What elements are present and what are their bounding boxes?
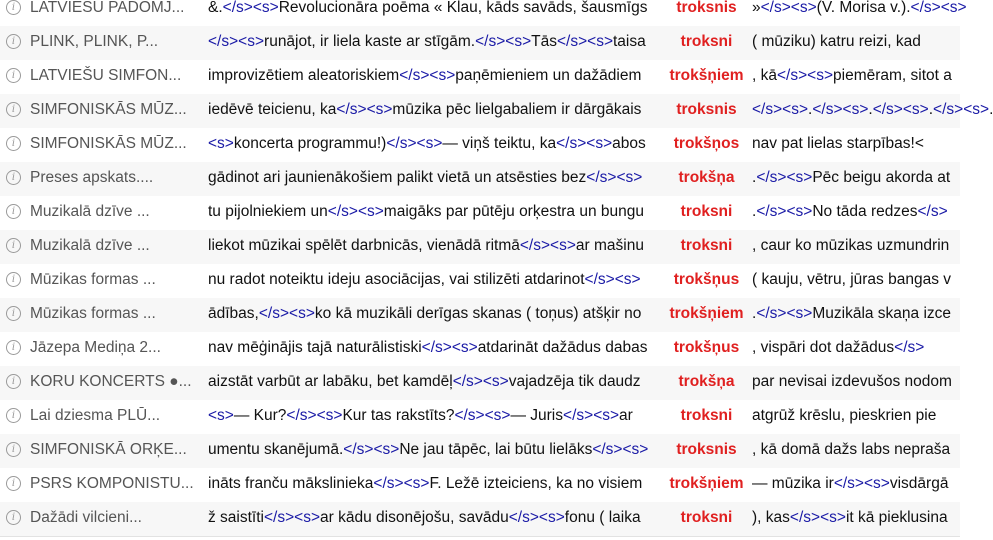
sentence-tag: <s> [786, 203, 813, 220]
sentence-tag: <s> [614, 271, 641, 288]
source-title[interactable]: Lai dziesma PLŪ... [30, 407, 161, 424]
sentence-tag: </s> [286, 407, 317, 424]
source-title[interactable]: Mūzikas formas ... [30, 305, 156, 322]
keyword-match[interactable]: troksnis [676, 0, 737, 16]
left-context-text: liekot mūzikai spēlēt darbnicās, vienādā ritmā</s><s>ar mašinu [208, 237, 644, 254]
left-context-text: aizstāt varbūt ar labāku, bet kamdēļ</s><s>vajadzēja tik daudz [208, 373, 641, 390]
left-context [208, 468, 663, 502]
sentence-tag: <s> [782, 101, 809, 118]
sentence-tag: <s> [451, 339, 478, 356]
right-context: atgrūž krēslu, pieskrien pie [752, 407, 937, 424]
sentence-tag: </s> [756, 169, 787, 186]
left-context [208, 128, 663, 162]
sentence-tag: <s> [902, 101, 929, 118]
info-icon[interactable]: i [6, 170, 21, 185]
source-title[interactable]: Mūzikas formas ... [30, 271, 156, 288]
right-context: .</s><s>No tāda redzes</s> [752, 203, 948, 220]
right-context: — mūzika ir</s><s>visdārgā [752, 475, 949, 492]
sentence-tag: <s> [505, 33, 532, 50]
sentence-tag: </s> [776, 67, 808, 84]
source-title[interactable]: SIMFONISKĀ ORĶE... [30, 441, 187, 458]
sentence-tag: <s> [252, 0, 279, 16]
sentence-tag: </s> [519, 237, 551, 254]
sentence-tag: <s> [864, 475, 890, 492]
left-context-text: </s><s>runājot, ir liela kaste ar stīgām.</s><s>Tās</s><s>taisa [208, 33, 646, 50]
right-context: </s><s>.</s><s>.</s><s>.</s><s>. [752, 101, 993, 118]
sentence-tag: <s> [786, 305, 813, 322]
sentence-tag: </s> [756, 203, 787, 220]
sentence-tag: </s> [327, 203, 358, 220]
keyword-match[interactable]: troksni [680, 33, 733, 50]
right-context: »</s><s>(V. Morisa v.).</s><s> [752, 0, 967, 16]
concordance-row [0, 332, 960, 367]
left-context [208, 264, 663, 298]
sentence-tag: <s> [842, 101, 869, 118]
sentence-tag: <s> [484, 407, 511, 424]
keyword-match[interactable]: troksni [680, 203, 733, 220]
source-title[interactable]: PSRS KOMPONISTU... [30, 475, 194, 492]
source-title[interactable]: Jāzepa Mediņa 2... [30, 339, 161, 356]
info-icon[interactable]: i [6, 136, 21, 151]
info-icon[interactable]: i [6, 204, 21, 219]
concordance-row [0, 468, 960, 503]
left-context-text: <s>koncerta programmu!)</s><s>— viņš teiktu, ka</s><s>abos [208, 135, 646, 152]
source-title[interactable]: KORU KONCERTS ●... [30, 373, 192, 390]
concordance-row [0, 94, 993, 129]
sentence-tag: </s> [208, 33, 239, 50]
left-context-text: umentu skanējumā.</s><s>Ne jau tāpēc, lai būtu lielāks</s><s> [208, 441, 649, 458]
right-context: .</s><s>Muzikāla skaņa izce [752, 305, 952, 322]
sentence-tag: </s> [917, 203, 948, 220]
left-context [208, 502, 663, 536]
keyword-match[interactable]: trokšņiem [669, 67, 744, 84]
sentence-tag: <s> [294, 509, 321, 526]
sentence-tag: <s> [482, 373, 509, 390]
concordance-row [0, 366, 960, 401]
info-icon[interactable]: i [6, 68, 21, 83]
keyword-match[interactable]: trokšņa [678, 373, 735, 390]
keyword-match[interactable]: trokšņus [673, 339, 740, 356]
sentence-tag: </s> [222, 0, 253, 16]
sentence-tag: </s> [258, 305, 290, 322]
sentence-tag: </s> [933, 101, 964, 118]
source-title[interactable]: Muzikalā dzīve ... [30, 203, 150, 220]
concordance-row [0, 60, 960, 95]
sentence-tag: </s> [789, 509, 821, 526]
sentence-tag: <s> [416, 135, 443, 152]
sentence-tag: </s> [563, 407, 594, 424]
info-icon[interactable]: i [6, 408, 21, 423]
concordance-row [0, 434, 960, 469]
concordance-row [0, 0, 967, 27]
sentence-tag: <s> [616, 169, 643, 186]
info-icon[interactable]: i [6, 102, 21, 117]
left-context [208, 94, 663, 128]
sentence-tag: </s> [373, 475, 404, 492]
right-context: , kā domā dažs labs nepraša [752, 441, 951, 458]
right-context: , caur ko mūzikas uzmundrin [752, 237, 950, 254]
sentence-tag: </s> [872, 101, 903, 118]
right-context: ( kauju, vētru, jūras bangas v [752, 271, 952, 288]
left-context-text: improvizētiem aleatoriskiem</s><s>paņēmieniem un dažādiem [208, 67, 642, 84]
left-context [208, 196, 663, 230]
sentence-tag: <s> [807, 67, 834, 84]
sentence-tag: </s> [556, 135, 587, 152]
info-icon[interactable]: i [6, 34, 21, 49]
left-context-text: tu pijolniekiem un</s><s>maigāks par pūtēju orķestra un bungu [208, 203, 645, 220]
info-icon[interactable]: i [6, 442, 21, 457]
left-context-text: nu radot noteiktu ideju asociācijas, vai stilizēti atdarinot</s><s> [208, 271, 641, 288]
concordance-row [0, 162, 960, 197]
sentence-tag: </s> [752, 101, 783, 118]
right-context: par nevisai izdevušos nodom [752, 373, 952, 390]
sentence-tag: </s> [760, 0, 791, 16]
sentence-tag: </s> [910, 0, 941, 16]
sentence-tag: </s> [584, 271, 615, 288]
right-context: .</s><s>Pēc beigu akorda at [752, 169, 951, 186]
keyword-match[interactable]: trokšņiem [669, 475, 744, 492]
sentence-tag: </s> [894, 339, 925, 356]
keyword-match[interactable]: trokšņiem [669, 305, 744, 322]
left-context-text: ināts franču mākslinieka</s><s>F. Ležē izteiciens, ka no visiem [208, 475, 643, 492]
right-context: nav pat lielas starpības!< [752, 135, 924, 152]
left-context [208, 60, 663, 94]
info-icon[interactable]: i [6, 340, 21, 355]
sentence-tag: <s> [238, 33, 265, 50]
sentence-tag: <s> [373, 441, 400, 458]
sentence-tag: <s> [403, 475, 430, 492]
source-title[interactable]: LATVIEŠU SIMFON... [30, 67, 182, 84]
info-icon[interactable]: i [6, 306, 21, 321]
info-icon[interactable]: i [6, 0, 21, 15]
sentence-tag: </s> [421, 339, 452, 356]
sentence-tag: <s> [429, 67, 456, 84]
sentence-tag: </s> [452, 373, 483, 390]
right-context: ), kas</s><s>it kā pieklusina [752, 509, 948, 526]
sentence-tag: </s> [343, 441, 374, 458]
left-context [208, 400, 663, 434]
source-title[interactable]: SIMFONISKĀS MŪZ... [30, 101, 187, 118]
source-title[interactable]: Muzikalā dzīve ... [30, 237, 150, 254]
sentence-tag: <s> [963, 101, 990, 118]
left-context [208, 332, 663, 366]
sentence-tag: <s> [316, 407, 343, 424]
left-context [208, 0, 663, 26]
source-title[interactable]: Dažādi vilcieni... [30, 509, 142, 526]
right-context: ( mūziku) katru reizi, kad [752, 33, 921, 50]
sentence-tag: <s> [786, 169, 813, 186]
keyword-match[interactable]: trokšņa [678, 169, 735, 186]
concordance-row [0, 230, 960, 265]
left-context [208, 26, 663, 60]
sentence-tag: <s> [593, 407, 620, 424]
sentence-tag: </s> [336, 101, 367, 118]
sentence-tag: <s> [586, 135, 613, 152]
keyword-match[interactable]: troksni [680, 407, 733, 424]
keyword-match[interactable]: trokšņus [673, 271, 740, 288]
sentence-tag: <s> [208, 407, 234, 424]
concordance-row [0, 26, 960, 61]
sentence-tag: <s> [366, 101, 393, 118]
sentence-tag: </s> [454, 407, 485, 424]
left-context [208, 162, 663, 196]
keyword-match[interactable]: trokšņos [673, 135, 740, 152]
left-context-text: ž saistīti</s><s>ar kādu disonējošu, savādu</s><s>fonu ( laika [208, 509, 641, 526]
sentence-tag: </s> [833, 475, 864, 492]
sentence-tag: </s> [399, 67, 430, 84]
info-icon[interactable]: i [6, 272, 21, 287]
source-title[interactable]: PLINK, PLINK, P... [30, 33, 159, 50]
sentence-tag: <s> [940, 0, 967, 16]
source-title[interactable]: LATVIEŠU PADOMJ... [30, 0, 185, 16]
sentence-tag: <s> [357, 203, 384, 220]
left-context [208, 230, 663, 264]
sentence-tag: </s> [556, 33, 588, 50]
info-icon[interactable]: i [6, 510, 21, 525]
concordance-row [0, 400, 960, 435]
left-context [208, 434, 663, 468]
right-context: , kā</s><s>piemēram, sitot a [752, 67, 952, 84]
sentence-tag: </s> [263, 509, 295, 526]
keyword-match[interactable]: troksni [680, 509, 733, 526]
keyword-match[interactable]: troksnis [676, 441, 737, 458]
sentence-tag: <s> [622, 441, 649, 458]
left-context-text: iedēvē teicienu, ka</s><s>mūzika pēc lielgabaliem ir dārgākais [208, 101, 642, 118]
info-icon[interactable]: i [6, 238, 21, 253]
sentence-tag: </s> [508, 509, 539, 526]
left-context-text: &.</s><s>Revolucionāra poēma « Klau, kāds savāds, šausmīgs [208, 0, 648, 16]
concordance-row [0, 502, 960, 537]
sentence-tag: <s> [790, 0, 817, 16]
info-icon[interactable]: i [6, 374, 21, 389]
left-context-text: gādinot ari jaunienākošiem palikt vietā un atsēsties bez</s><s> [208, 169, 643, 186]
concordance-row [0, 128, 960, 163]
sentence-tag: </s> [592, 441, 623, 458]
source-title[interactable]: SIMFONISKĀS MŪZ... [30, 135, 187, 152]
info-icon[interactable]: i [6, 476, 21, 491]
sentence-tag: <s> [538, 509, 565, 526]
keyword-match[interactable]: troksni [680, 237, 733, 254]
sentence-tag: </s> [756, 305, 787, 322]
left-context-text: ādības,</s><s>ko kā muzikāli derīgas skanas ( toņus) atšķir no [208, 305, 642, 322]
sentence-tag: </s> [386, 135, 417, 152]
sentence-tag: <s> [289, 305, 315, 322]
concordance-row [0, 264, 960, 299]
right-context: , vispāri dot dažādus</s> [752, 339, 925, 356]
concordance-row [0, 298, 960, 333]
sentence-tag: <s> [820, 509, 846, 526]
source-title[interactable]: Preses apskats.... [30, 169, 154, 186]
sentence-tag: </s> [812, 101, 843, 118]
concordance-row [0, 196, 960, 231]
left-context-text: <s>— Kur?</s><s>Kur tas rakstīts?</s><s>— Juris</s><s>ar [208, 407, 633, 424]
sentence-tag: </s> [586, 169, 617, 186]
left-context-text: nav mēģinājis tajā naturālistiski</s><s>atdarināt dažādus dabas [208, 339, 648, 356]
sentence-tag: <s> [550, 237, 576, 254]
left-context [208, 298, 663, 332]
sentence-tag: <s> [208, 135, 234, 152]
sentence-tag: <s> [587, 33, 613, 50]
sentence-tag: </s> [475, 33, 506, 50]
left-context [208, 366, 663, 400]
keyword-match[interactable]: troksnis [676, 101, 737, 118]
